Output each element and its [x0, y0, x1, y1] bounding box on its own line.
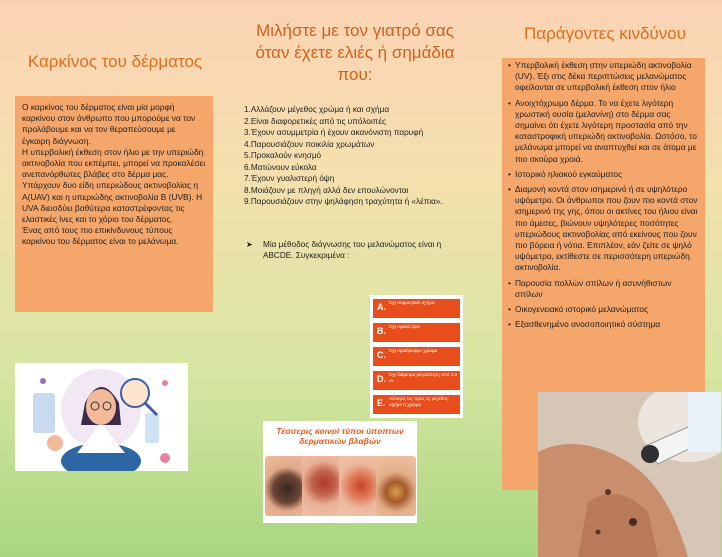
list-item: • Υπερβολική έκθεση στην υπεριώδη ακτινοβολία (UV). Έξι στις δέκα περιπτώσεις μελανώματος οφείλονται σε υπερβολική έκθεση στον ήλιο: [514, 60, 699, 94]
panel1-title: Καρκίνος του δέρματος: [27, 52, 203, 71]
list-item: • Οικογενειακό ιστορικό μελανώματος: [514, 304, 699, 315]
abcde-letter: A.: [377, 302, 386, 312]
list-item: 3.Έχουν ασυμμετρία ή έχουν ακανόνιστη παρυφή: [244, 128, 424, 137]
abcde-card: [370, 295, 463, 418]
list-item: 9.Παρουσιάζουν στην ψηλάφηση τραχύτητα ή «λέπια».: [244, 197, 443, 206]
abcde-desc: Όχι διάμετρο μεγαλύτερη από 3,5 εκ.: [389, 372, 458, 383]
abcde-row: [373, 371, 460, 390]
list-item: 6.Ματώνουν εύκολα: [244, 162, 317, 172]
list-item: • Ανοιχτόχρωμο δέρμα. Το να έχετε λιγότερη χρωστική ουσία (μελανίνη) στο δέρμα σας σημαίνει ότι έχετε λιγότερη προστασία από την καταστροφική υπεριώδη ακτινοβολία. Ωστόσο, το μελάνωμα μπορεί να αναπτυχθεί και σε άτομα με πιο σκούρα χροιά.: [514, 98, 699, 165]
panel1-paragraph: Ένας από τους πιο επικίνδυνους τύπους καρκίνου του δέρματος είναι το μελάνωμα.: [22, 225, 179, 247]
panel1-paragraph: Ο καρκίνος του δέρματος είναι μία μορφή καρκίνου στον άνθρωπο που μπορούμε να τον προλάβουμε και να τον θεραπεύσουμε με έγκαιρη διάγνωση.: [22, 102, 196, 146]
list-item: • Εξασθενημένο ανοσοποιητικό σύστημα: [514, 319, 699, 330]
abcde-intro-text: Μία μέθοδος διάγνωσης του μελανώματος είναι η ABCDE. Συγκεκριμένα :: [263, 240, 442, 260]
arrow-bullet-icon: ➤: [246, 240, 253, 249]
abcde-desc: Όχι ομαλά όρια: [389, 324, 421, 329]
list-item: 2.Είναι διαφορετικές από τις υπόλοιπές: [244, 116, 386, 126]
list-item: 1.Αλλάζουν μέγεθος χρώμα ή και σχήμα: [244, 105, 390, 114]
panel2-title: Μιλήστε με τον γιατρό σας όταν έχετε ελιές ή σημάδια που:: [255, 21, 455, 84]
abcde-letter: B.: [377, 326, 386, 336]
abcde-row: [373, 299, 460, 318]
list-item: • Παρουσία πολλών σπίλων ή ασυνήθιστων σπίλων: [514, 278, 699, 300]
warning-signs-list: [244, 104, 464, 208]
abcde-intro: [246, 239, 450, 261]
list-item: 5.Προκαλούν κνησμό: [244, 151, 322, 160]
list-item: 7.Έχουν γυαλιστερή όψη: [244, 174, 335, 183]
abcde-letter: C.: [377, 350, 386, 360]
lesion-card-title: Τέσσερις κοινοί τύποι ύποπτων δερματικών βλαβών: [276, 426, 404, 446]
lesion-photo: [376, 456, 416, 516]
skin-exam-photo: [538, 392, 721, 557]
abcde-letter: D.: [377, 374, 386, 384]
doctor-illustration: [15, 363, 188, 471]
list-item: • Διαμονή κοντά στον ισημερινό ή σε υψηλότερο υψόμετρο. Οι άνθρωποι που ζουν πιο κοντά στον ισημερινό της γης, όπου οι ακτίνες του ήλιου είναι πιο άμεσες, βιώνουν υψηλότερες ποσότητες υπεριώδους ακτινοβολίας από εκείνους που ζουν πιο βόρεια ή νότια. Επιπλέον, εάν ζείτε σε ψηλό υψόμετρο, εκτίθεστε σε περισσότερη υπεριώδη ακτινοβολία.: [514, 184, 699, 274]
list-item: • Ιστορικό ηλιακού εγκαύματος: [514, 169, 699, 180]
panel1-text-box: [15, 96, 213, 312]
panel3-title: Παράγοντες κινδύνου: [523, 24, 687, 43]
abcde-desc: Αλλαγές ως προς τη μέγεθος, σχήμα ή χρώμα: [389, 396, 450, 407]
risk-factors-list: [508, 60, 699, 330]
abcde-row: [373, 395, 460, 414]
panel1-paragraph: Η υπερβολική έκθεση στον ήλιο με την υπεριώδη ακτινοβολία που εκπέμπει, μπορεί να προκαλέσει ανεπανόρθωτες βλάβες στο δέρμα μας.: [22, 146, 206, 180]
abcde-letter: E.: [377, 398, 386, 408]
abcde-desc: Όχι ομοιόμορφο χρώμα: [389, 348, 438, 353]
lesion-types-card: [263, 421, 417, 523]
abcde-row: [373, 347, 460, 366]
list-item: 8.Μοιάζουν με πληγή αλλά δεν επουλώνονται: [244, 185, 409, 195]
panel1-paragraph: Υπάρχουν δυο είδη υπεριώδους ακτινοβολίας η Α(UAV) και η υπεριώδης ακτινοβολία Β (UVB). Η UVA διεισδύει βαθύτερα καταστρέφοντας τις ελαστικές ίνες και το χόριο του δέρματος.: [22, 180, 203, 225]
list-item: 4.Παρουσιάζουν ποικιλία χρωμάτων: [244, 139, 375, 149]
abcde-desc: Όχι συμμετρικό σχήμα: [389, 300, 435, 305]
abcde-row: [373, 323, 460, 342]
